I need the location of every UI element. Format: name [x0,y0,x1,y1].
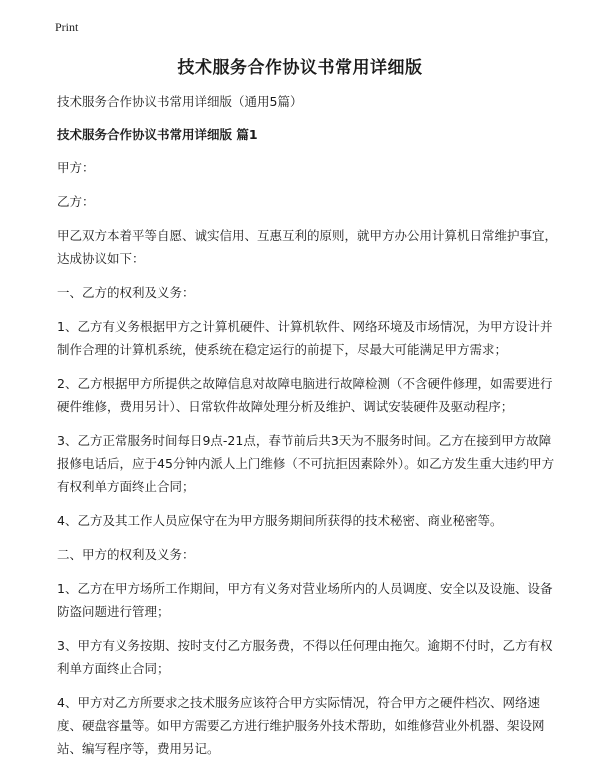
print-link[interactable]: Print [55,20,79,34]
section2-item-4: 4、甲方对乙方所要求之技术服务应该符合甲方实际情况，符合甲方之硬件档次、网络速度、硬盘容量等。如甲方需要乙方进行维护服务外技术帮助，如维修营业外机器、架设网站、编写程序等，费用另记。 [57,695,545,756]
section1-item-2: 2、乙方根据甲方所提供之故障信息对故障电脑进行故障检测（不含硬件修理，如需要进行硬件维修，费用另计）、日常软件故障处理分析及维护、调试安装硬件及驱动程序； [57,376,553,414]
section2-title: 二、甲方的权利及义务： [57,547,195,562]
section2-item-1: 1、乙方在甲方场所工作期间，甲方有义务对营业场所内的人员调度、安全以及设施、设备防盗问题进行管理； [57,581,553,619]
party-a-label: 甲方： [57,160,95,175]
section1-item-1: 1、乙方有义务根据甲方之计算机硬件、计算机软件、网络环境及市场情况，为甲方设计并制作合理的计算机系统，使系统在稳定运行的前提下，尽最大可能满足甲方需求； [57,319,553,357]
party-b-label: 乙方： [57,194,95,209]
document-subtitle: 技术服务合作协议书常用详细版（通用5篇） [57,94,303,109]
document-title: 技术服务合作协议书常用详细版 [177,58,423,78]
document-body [57,90,557,760]
intro-paragraph: 甲乙双方本着平等自愿、诚实信用、互惠互利的原则，就甲方办公用计算机日常维护事宜，达成协议如下： [57,228,558,266]
section-heading: 技术服务合作协议书常用详细版 篇1 [57,127,258,142]
section1-item-3: 3、乙方正常服务时间每日9点-21点，春节前后共3天为不服务时间。乙方在接到甲方故障报修电话后，应于45分钟内派人上门维修（不可抗拒因素除外）。如乙方发生重大违约甲方有权利单方面终止合同； [57,433,555,494]
section1-title: 一、乙方的权利及义务： [57,285,195,300]
section2-item-3: 3、甲方有义务按期、按时支付乙方服务费，不得以任何理由拖欠。逾期不付时，乙方有权利单方面终止合同； [57,638,553,676]
section1-item-4: 4、乙方及其工作人员应保守在为甲方服务期间所获得的技术秘密、商业秘密等。 [57,513,503,528]
